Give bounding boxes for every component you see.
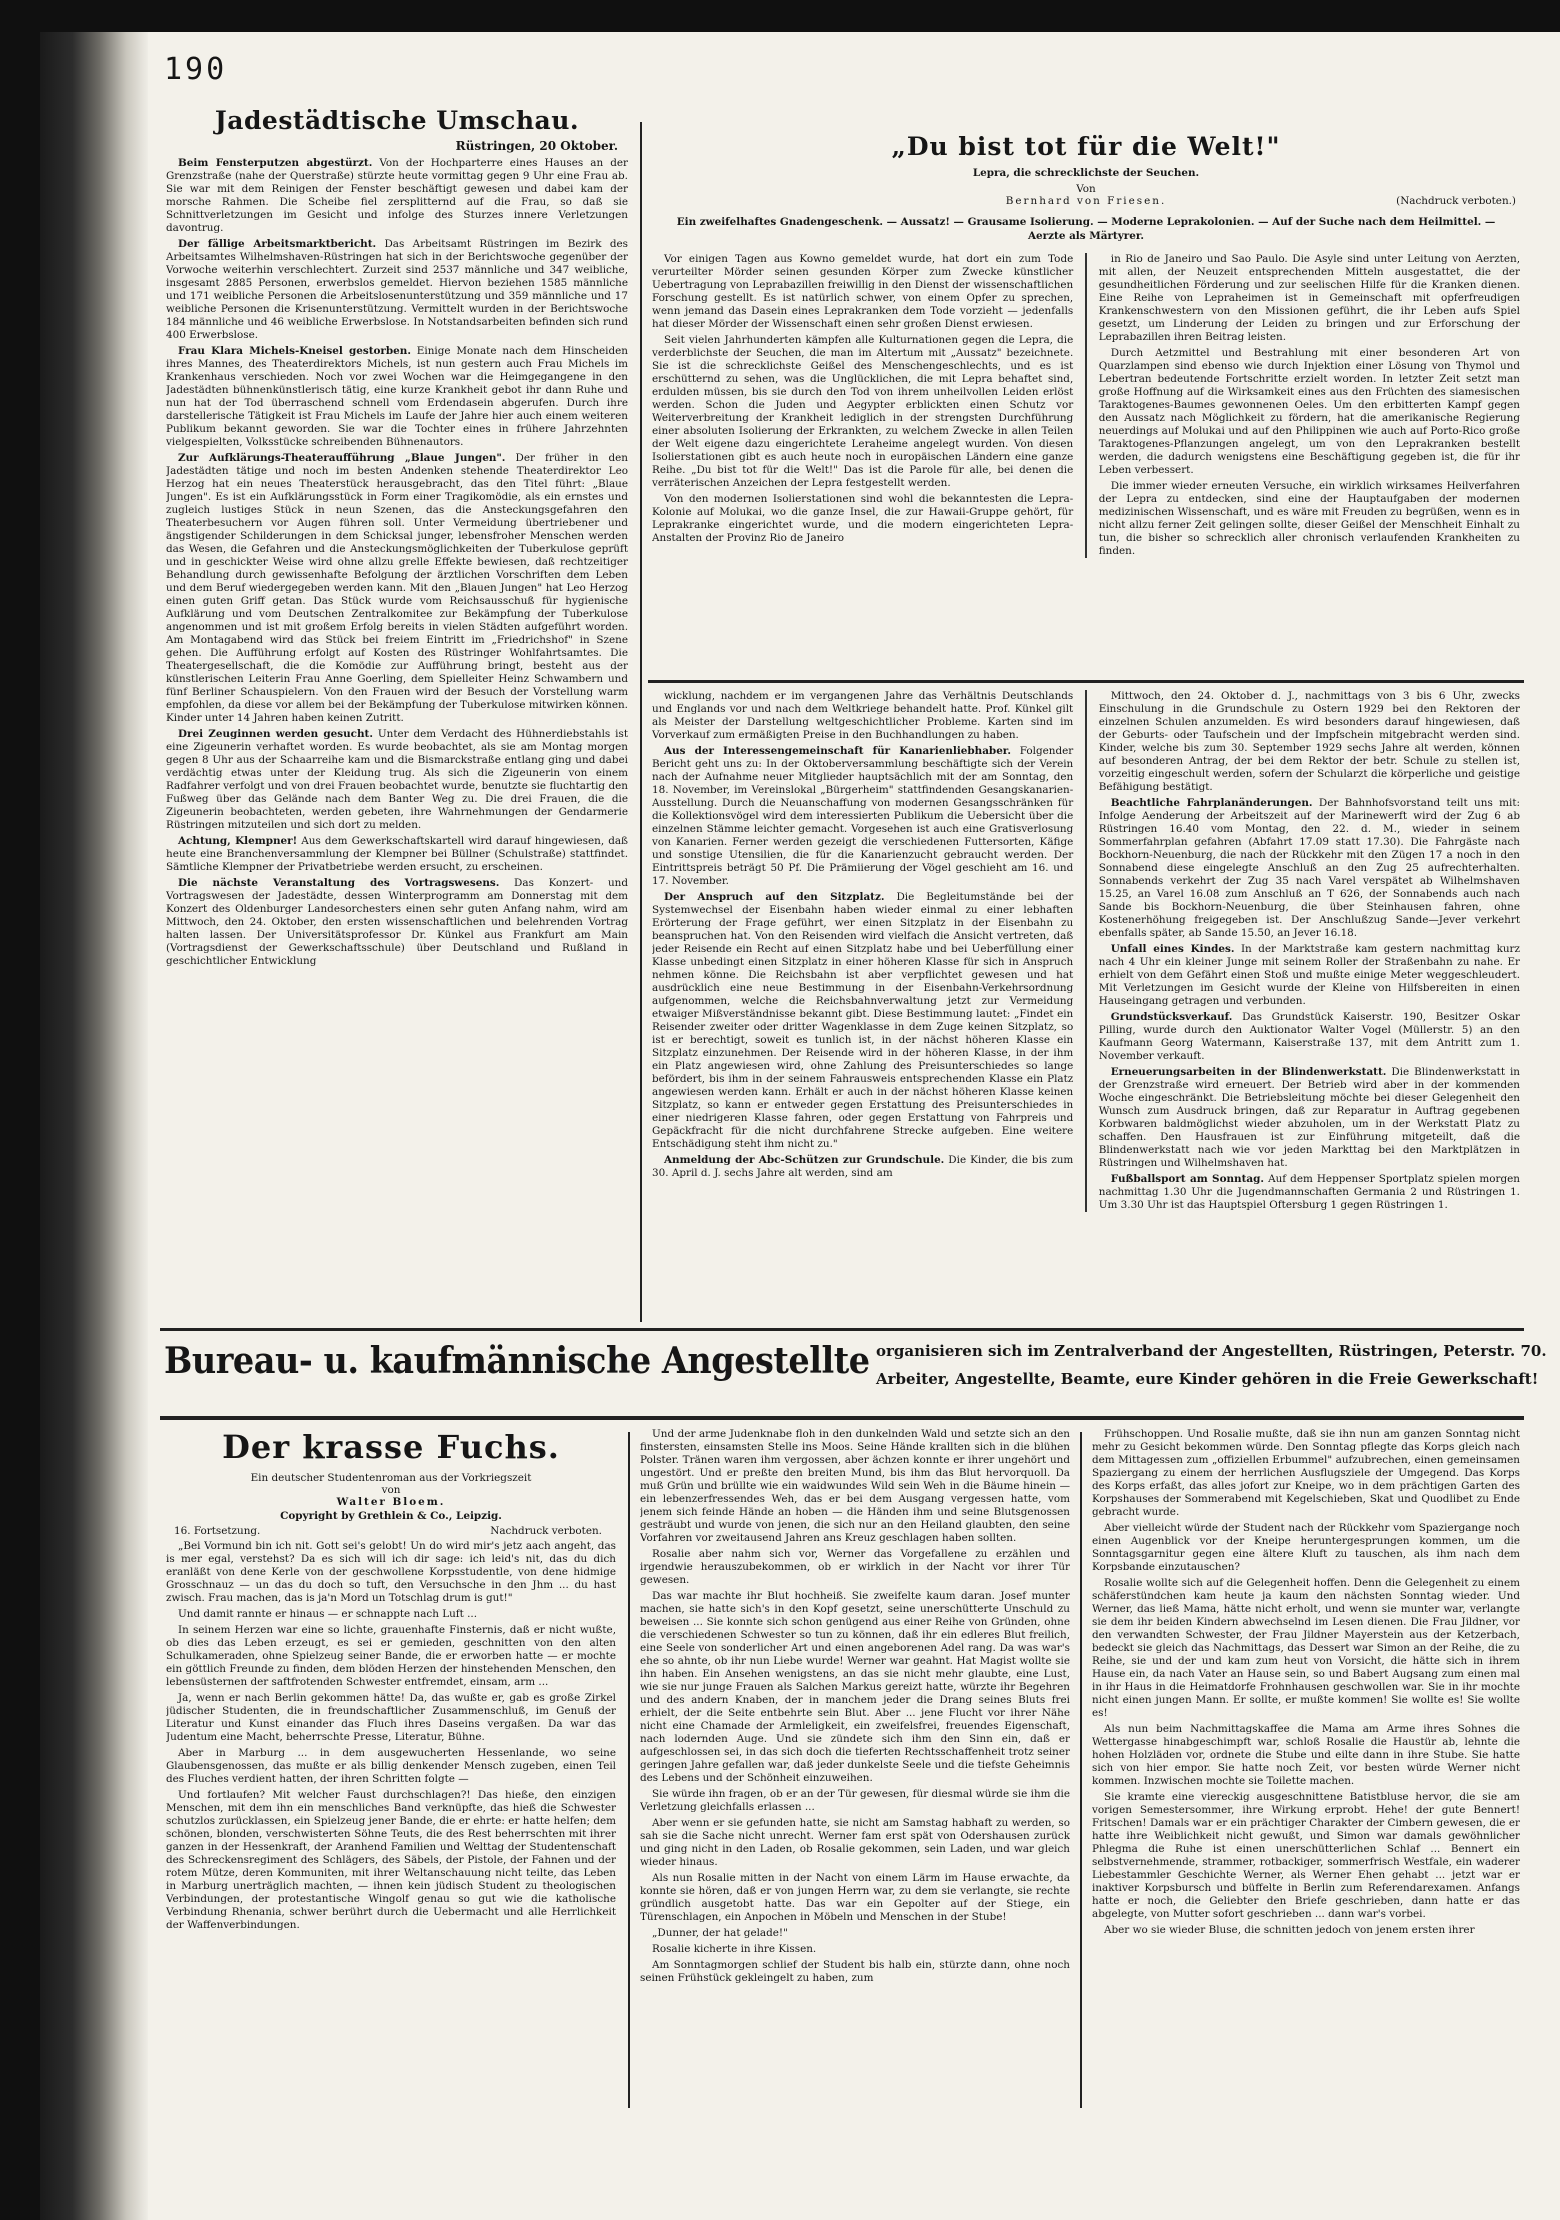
article-title: „Du bist tot für die Welt!": [891, 132, 1281, 161]
paragraph: Aber wenn er sie gefunden hatte, sie nicht am Samstag habhaft zu werden, so sah sie die Sache nicht unrecht. Werner fam erst spät von Odershausen zurück und ging nicht in den Laden, ob Rosalie gekommen, sein Laden, und war gleich wieder hinaus.: [640, 1817, 1070, 1868]
dateline: Rüstringen, 20 Oktober.: [455, 139, 618, 153]
section-rule: [648, 680, 1524, 683]
novel-title: Der krasse Fuchs.: [222, 1428, 560, 1466]
paragraph: Am Sonntagmorgen schlief der Student bis halb ein, stürzte dann, ohne noch seinen Frühstück gekleingelt zu haben, zum: [640, 1959, 1070, 1984]
paragraph-heading: Beachtliche Fahrplanänderungen.: [1110, 797, 1313, 809]
paragraph-text: In der Marktstraße kam gestern nachmittag kurz nach 4 Uhr ein kleiner Junge mit seinem Roller der Straßenbahn zu nahe. Er erhielt von dem Gefährt einen Stoß und mußte einige Meter weggeschleudert. Mit Verletzungen im Gesicht wurde der Kleine von Hilfsbereiten in einen Hauseingang getragen und verbunden.: [1098, 943, 1520, 1007]
paragraph: Als nun Rosalie mitten in der Nacht von einem Lärm im Hause erwachte, da konnte sie hören, daß er von jungen Herrn war, zu dem sie verlangte, sie rechte gründlich ausgetobt hatte. Das war ein Gepolter auf der Stiege, ein Türenschlagen, ein Anpochen in Möbeln und Menschen in der Stube!: [640, 1872, 1070, 1923]
novel-by: von: [381, 1484, 401, 1496]
paragraph-heading: Die nächste Veranstaltung des Vortragswesens.: [178, 877, 500, 889]
paragraph: [166, 728, 628, 832]
news-column-1: [652, 690, 1073, 1212]
column-rule: [1085, 253, 1087, 558]
news-column-2: [1099, 690, 1520, 1212]
paragraph: Und damit rannte er hinaus — er schnappte nach Luft ...: [178, 1608, 478, 1620]
paragraph-heading: Der fällige Arbeitsmarktbericht.: [178, 238, 377, 250]
banner-line-1: organisieren sich im Zentralverband der Angestellten, Rüstringen, Peterstr. 70.: [876, 1342, 1547, 1360]
union-banner: [164, 1334, 1547, 1412]
paragraph: In seinem Herzen war eine so lichte, grauenhafte Finsternis, daß er nicht wußte, ob dies das Leben erzeugt, es sei er gemieden, geschnitten von den alten Schulkameraden, ohne Spielzeug seiner Bande, die er erworben hatte — er mochte ein göttlich Freunde zu finden, dem blöden Herzen der hinstehenden Menschen, den lebensüsternen der saftfrotenden Schwester entfremdet, einsam, arm ...: [166, 1624, 616, 1688]
paragraph-text: Das Arbeitsamt Rüstringen im Bezirk des Arbeitsamtes Wilhelmshaven-Rüstringen hat sich in der Berichtswoche gegenüber der Vorwoche weiterhin verschlechtert. Zurzeit sind 2537 männliche und 347 weibliche, insgesamt 2885 Personen, erwerbslos gemeldet. Hiervon beziehen 1585 männliche und 171 weibliche Personen die Arbeitslosenunterstützung und 359 männliche und 17 weibliche Personen die Krisenunterstützung. Vermittelt wurden in der Berichtswoche 184 männliche und 46 weibliche Erwerbslose. In Notstandsarbeiten befinden sich rund 400 Erwerbslose.: [166, 238, 628, 341]
paragraph: Aber vielleicht würde der Student nach der Rückkehr vom Spaziergange noch einen Augenblick vor der Kneipe heruntergesprungen kommen, um die Sonntagsgarnitur gegen eine ältere Kluft zu tauschen, als ihm nach dem Korpsbande einzutauschen?: [1092, 1522, 1520, 1573]
paragraph: [166, 835, 628, 874]
banner-headline: Bureau- u. kaufmännische Angestellte: [164, 1340, 870, 1382]
paragraph: Vor einigen Tagen aus Kowno gemeldet wurde, hat dort ein zum Tode verurteilter Mörder seinen gesunden Körper zum Zwecke künstlicher Uebertragung von Leprabazillen freiwillig in den Dienst der wissenschaftlichen Forschung gestellt. Es ist natürlich schwer, von einem Opfer zu sprechen, wenn jemand das Dasein eines Leprakranken dem Tode vorzieht — jedenfalls hat dieser Mörder der Wissenschaft einen sehr großen Dienst erwiesen.: [652, 253, 1074, 330]
paragraph: Durch Aetzmittel und Bestrahlung mit einer besonderen Art von Quarzlampen sind ebenso wie durch Injektion einer Lösung von Thymol und Lebertran bedeutende Fortschritte erzielt worden. In letzter Zeit setzt man große Hoffnung auf die Wirksamkeit eines aus den Früchten des siamesischen Taraktogenes-Baumes gewonnenen Oeles. Um den erbitterten Kampf gegen den Aussatz nach Möglichkeit zu fördern, hat die amerikanische Regierung neuerdings auf Molukai und auf den Philippinen wie auch auf Porto-Rico große Taraktogenes-Pflanzungen angelegt, um von den Leprakranken bestellt werden, die dadurch wenigstens eine Beschäftigung gegeben ist, die für ihr Leben verbessert.: [1098, 347, 1520, 476]
paragraph: [166, 345, 628, 449]
paragraph: Und der arme Judenknabe floh in den dunkelnden Wald und setzte sich an den finstersten, einsamsten Stelle ins Moos. Seine Hände krallten sich in die blühen Polster. Tränen waren ihm vergossen, aber ächzen konnte er ihrer ungehört und ungestört. Und er preßte den breiten Mund, bis ihm das Blut hervorquoll. Da muß Grün und brüllte wie ein waidwundes Wild sein Weh in die Bäume hinein — ein lebenzerfressendes Weh, das er bei dem Ausgang vergessen hatte, vom jenem sich feinde Hände an hoben — die Händen ihm und seine Blutsgenossen gesträubt und wurde von jenen, die sich nur an den Heiland glaubten, den seine Vorfahren vor zweitausend Jahren ans Kreuz geschlagen haben sollten.: [640, 1428, 1070, 1544]
article-column-1: [652, 253, 1073, 558]
paragraph-text: Das Konzert- und Vortragswesen der Jadestädte, dessen Winterprogramm am Donnerstag mit dem Konzert des Oldenburger Landesorchesters einen sehr guten Anfang nahm, wird am Mittwoch, den 24. Oktober, den ersten wissenschaftlichen und belehrenden Vortrag halten lassen. Der Universitätsprofessor Dr. Künkel aus Frankfurt am Main (Vortragsdienst der Gewerkschaftsschule) über Deutschland und Rußland in geschichtlicher Entwicklung: [166, 877, 628, 967]
paragraph: [166, 877, 628, 968]
paragraph-heading: Unfall eines Kindes.: [1110, 943, 1235, 955]
paragraph: „Bei Vormund bin ich nit. Gott sei's gelobt! Un do wird mir's jetz aach angeht, das is mer egal, verstehst? Da es sich will ich dir sage: ich leid's nit, das du dich eranläßt von dene Kerle von der geschwollene Korpsstudentle, von dene hidmige Grosschnauz — un das du doch so tuft, den Versuchsche in den Jhm ... du hast zwisch. Frau machen, das is ja'n Mord un Totschlag drum is gut!": [166, 1540, 616, 1604]
paragraph: Rosalie wollte sich auf die Gelegenheit hoffen. Denn die Gelegenheit zu einem schäferstündchen kam heute ja kaum den nächsten Sonntag wieder. Und Werner, das ließ Mama, hätte nicht erholt, und wenn sie munter war, verlangte sie dem ihr beiden Kindern abwechselnd im Lesen dienen. Die Frau Jildner, vor den verwandten Schwester, der Frau Jildner Mayerstein aus der Ketzerbach, bedeckt sie gleich das Nachmittags, das Dessert war Simon an der Reihe, die zu Reihe, sie und der und kam zum heut von Vorsicht, die hätte sich in ihrem Hause ein, da nach Vater an Hause sein, so und Babert Augsang zum einen mal in ihr Haus in die Heimatdorfe Frohnhausen geschwollen war. Sie in ihr mochte nicht einen jungen Mann. Er sollte, er mußte kommen! Sie wollte es! Sie wollte es!: [1092, 1577, 1520, 1719]
paragraph: [166, 452, 628, 725]
column-rule: [640, 122, 642, 1322]
banner-rule-top: [160, 1328, 1524, 1331]
paragraph-text: wicklung, nachdem er im vergangenen Jahre das Verhältnis Deutschlands und Englands vor und nach dem Weltkriege behandelt hatte. Prof. Künkel gilt als Meister der Darstellung weltgeschichtlicher Probleme. Karten sind im Vorverkauf zum ermäßigten Preise in den Buchhandlungen zu haben.: [652, 690, 1074, 741]
paragraph-heading: Fußballsport am Sonntag.: [1110, 1173, 1265, 1185]
column-rule: [1080, 1432, 1082, 2108]
novel-column-1: [166, 1428, 616, 2108]
paragraph-heading: Drei Zeuginnen werden gesucht.: [178, 728, 373, 740]
paragraph-text: Das Grundstück Kaiserstr. 190, Besitzer Oskar Pilling, wurde durch den Auktionator Walter Vogel (Müllerstr. 5) an den Kaufmann Georg Watermann, Kaiserstraße 137, mit dem Antritt zum 1. November verkauft.: [1098, 1011, 1520, 1062]
paragraph: [1099, 1173, 1520, 1212]
reprint-notice: (Nachdruck verboten.): [1396, 195, 1516, 207]
paragraph: „Dunner, der hat gelade!": [652, 1927, 788, 1939]
paragraph: [652, 690, 1073, 742]
local-news-articles: [166, 157, 628, 968]
paragraph-text: Auf dem Heppenser Sportplatz spielen morgen nachmittag 1.30 Uhr die Jugendmannschaften Germania 2 und Rüstringen 1. Um 3.30 Uhr ist das Hauptspiel Oftersburg 1 gegen Rüstringen 1.: [1098, 1173, 1520, 1211]
paragraph-heading: Beim Fensterputzen abgestürzt.: [178, 157, 373, 169]
paragraph-text: Aus dem Gewerkschaftskartell wird darauf hingewiesen, daß heute eine Branchenversammlung der Klempner bei Büllner (Schulstraße) stattfindet. Sämtliche Klempner der Privatbetriebe werden ersucht, zu erscheinen.: [166, 835, 628, 873]
paragraph: [1099, 690, 1520, 794]
paragraph: Aber in Marburg ... in dem ausgewucherten Hessenlande, wo seine Glaubensgenossen, das mußte er als billig denkender Mensch zugeben, einen Teil des Fluches verdient hatten, der ihren Schritten folgte —: [166, 1747, 616, 1785]
lepra-article: [652, 132, 1520, 672]
paragraph-text: Mittwoch, den 24. Oktober d. J., nachmittags von 3 bis 6 Uhr, zwecks Einschulung in die Grundschule zu Ostern 1929 bei den Rektoren der einzelnen Schulen anzumelden. Es wird besonders darauf hingewiesen, daß der Geburts- oder Taufschein und der Impfschein mitgebracht werden sind. Kinder, welche bis zum 30. September 1929 sechs Jahre alt werden, können auf besonderen Antrag, der bei dem Rektor der betr. Schule zu stellen ist, vorzeitig eingeschult werden, sofern der Schularzt die körperliche und geistige Befähigung bestätigt.: [1098, 690, 1520, 793]
paragraph: Als nun beim Nachmittagskaffee die Mama am Arme ihres Sohnes die Wettergasse hinabgeschimpft war, schloß Rosalie die Haustür ab, lehnte die hohen Holzläden vor, ordnete die Stube und eilte dann in ihre Stube. Sie hatte sich von hier empor. Sie hatte noch Zeit, vor besten würde Werner nicht kommen. Inzwischen mochte sie Toilette machen.: [1092, 1723, 1520, 1787]
article-keywords: Ein zweifelhaftes Gnadengeschenk. — Aussatz! — Grausame Isolierung. — Moderne Leprakolonien. — Auf der Suche nach dem Heilmittel. — Aerzte als Märtyrer.: [676, 216, 1496, 242]
column-rule: [628, 1432, 630, 2108]
banner-rule-bottom: [160, 1416, 1524, 1420]
paragraph: Sie kramte eine viereckig ausgeschnittene Batistbluse hervor, die sie am vorigen Semestersommer, ihre Wirkung erprobt. Hehe! der gute Bennert! Fritschen! Damals war er ein prächtiger Charakter der Cimbern gewesen, die er hatte ihre Weiblichkeit nicht gewußt, und Simon war damals gewöhnlicher Phlegma die Ruhe ist einen unerschütterlichen Schlaf ... Bennert ein selbstvernehmende, strammer, rotbackiger, sommerfrisch Westfale, ein waderer Liebestammler Geschichte Werner, als Werner Ehen gehabt ... jetzt war er inaktiver Korpsbursch und büffelte in Berlin zum Referendarexamen. Anfangs hatte er noch, die Geliebter den Briefe geschrieben, dann hatte er das abgelegte, von Mutter sofort geschrieben ... dann war's vorbei.: [1092, 1791, 1520, 1920]
news-columns: [652, 690, 1520, 1318]
paragraph: Sie würde ihn fragen, ob er an der Tür gewesen, für diesmal würde sie ihm die Verletzung gleichfalls erlassen ...: [640, 1788, 1070, 1813]
paragraph: Rosalie kicherte in ihre Kissen.: [652, 1943, 817, 1955]
paragraph: [1099, 797, 1520, 940]
novel-author: Walter Bloem.: [336, 1496, 446, 1508]
paragraph: [1099, 1011, 1520, 1063]
paragraph: Seit vielen Jahrhunderten kämpfen alle Kulturnationen gegen die Lepra, die verderblichste der Seuchen, die man im Altertum mit „Aussatz" bezeichnete. Sie ist die schrecklichste Geißel des Menschengeschlechts, und es ist erschütternd zu sehen, was die Unglücklichen, die mit Lepra behaftet sind, erdulden müssen, bis sie durch den Tod von ihrem unheilvollen Leiden erlöst werden. Schon die Juden und Aegypter erblickten einen Schutz vor Weiterverbreitung der Krankheit lediglich in der strengsten Durchführung einer absoluten Isolierung der Erkrankten, zu welchem Zwecke in allen Teilen der Welt eigene dazu eingerichtete Leraheime angelegt wurden. Von diesen Isolierstationen gibt es auch heute noch in europäischen Ländern eine ganze Reihe. „Du bist tot für die Welt!" Das ist die Parole für alle, bei denen die verräterischen Anzeichen der Lepra festgestellt werden.: [652, 334, 1074, 489]
novel-column-2: [640, 1428, 1070, 2108]
paragraph-heading: Aus der Interessengemeinschaft für Kanarienliebhaber.: [664, 745, 1011, 757]
paragraph: [1099, 1066, 1520, 1170]
article-column-2: [1099, 253, 1520, 558]
paragraph-text: Der Bahnhofsvorstand teilt uns mit: Infolge Aenderung der Arbeitszeit auf der Marinewerft wird der Zug 6 ab Rüstringen 16.40 vom Montag, den 22. d. M., wieder in seinem Sommerfahrplan gefahren (Abfahrt 17.09 statt 17.30). Die Fahrgäste nach Bockhorn-Neuenburg, die nach der Rückkehr mit den Zügen 17 a noch in den Sonnabend diese eingelegte Anschluß an den Zug 25 aufrechterhalten. Sonnabends verkehrt der Zug 35 nach Varel verspätet ab Wilhelmshaven 15.25, an Varel 16.08 zum Anschluß an T 626, der Sonnabends auch nach Sande bis Bockhorn-Neuenburg, die über Steinhausen fahren, ohne Kostenerhöhung freigegeben ist. Der Anschlußzug Sande—Jever verkehrt ebenfalls später, ab Sande 15.50, an Jever 16.18.: [1098, 797, 1520, 939]
paragraph-heading: Anmeldung der Abc-Schützen zur Grundschule.: [664, 1154, 945, 1166]
column-rule: [1085, 690, 1087, 1212]
paragraph: Rosalie aber nahm sich vor, Werner das Vorgefallene zu erzählen und irgendwie herauszubekommen, ob er wirklich in der Nacht vor ihrer Tür gewesen.: [640, 1548, 1070, 1586]
paragraph-heading: Erneuerungsarbeiten in der Blindenwerkstatt.: [1110, 1066, 1387, 1078]
paragraph-heading: Frau Klara Michels-Kneisel gestorben.: [178, 345, 411, 357]
paragraph-text: Der früher in den Jadestädten tätige und noch im besten Andenken stehende Theaterdirektor Leo Herzog hat ein neues Theaterstück herausgebracht, das den Titel führt: „Blaue Jungen". Es ist ein Aufklärungsstück in Form einer Tragikomödie, als ein ernstes und zugleich lustiges Stück in neun Szenen, das die Ansteckungsgefahren den Theaterbesuchern vor Augen führen soll. Unter Vermeidung übertriebener und ängstigender Schilderungen in dem Schicksal junger, lebensfroher Menschen werden das Wesen, die Gefahren und die Ansteckungsmöglichkeiten der Tuberkulose geprüft und in geschickter Weise wird ohne allzu grelle Effekte bewiesen, daß rechtzeitiger Behandlung durch gewissenhafte Befolgung der ärztlichen Vorschriften dem Leben und dem Beruf wiedergegeben werden kann. Mit den „Blauen Jungen" hat Leo Herzog einen guten Griff getan. Das Stück wurde vom Reichsausschuß für hygienische Aufklärung und vom Deutschen Zentralkomitee zur Bekämpfung der Tuberkulose angenommen und ist mit großem Erfolg bereits in vielen Städten aufgeführt worden. Am Montagabend wird das Stück bei freiem Eintritt im „Friedrichshof" in Szene gehen. Die Aufführung erfolgt auf Kosten des Rüstringer Wohlfahrtsamtes. Die Theatergesellschaft, die die Komödie zur Aufführung bringt, besteht aus der künstlerischen Leiterin Frau Anne Goerling, dem Spielleiter Heinz Schwambern und fünf Berliner Schauspielern. Von den Frauen wird der Besuch der Vorstellung warm empfohlen, da diese vor allem bei der Bekämpfung der Tuberkulose mitwirken können. Kinder unter 14 Jahren haben keinen Zutritt.: [166, 452, 628, 724]
paragraph: Das war machte ihr Blut hochheiß. Sie zweifelte kaum daran. Josef munter machen, sie hatte sich's in den Kopf gesetzt, seine unerschütterte Unschuld zu beweisen ... Sie konnte sich schon genügend aus einer Reihe von Gründen, ohne die verschiedenen Schwester so tun zu können, daß ihr ein edleres Blut freilich, eine Seele von sonderlicher Art und einen angeborenen Adel rang. Da was war's ehe so ahnte, ob ihr nun Liebe wurde! Werner war geahnt. Hat Magist wollte sie ihn haben. Ein Ansehen wenigstens, an das sie nicht mehr glaubte, eine Lust, wie sie nur junge Frauen als Salchen Markus gereizt hatte, würzte ihr Begehren und des andern Knaben, der in manchem jeder die Drang seines Bluts frei erhielt, der die Seite entbehrte sein Blut. Aber ... jene Flucht vor ihrer Nähe nicht eine Chamade der Armleligkeit, ein zweifelsfrei, freuendes Eigenschaft, nach lodernden Auge. Und sie zündete sich ihm den Sinn ein, daß er aufgeschlossen sei, in das sich doch die tieferten Rechtsschaffenheit trotz seiner geringen Jahre gefallen war, daß jeder dunkelste Seele und die tiefste Geheimnis des Lebens und der Schönheit einzuweihen.: [640, 1590, 1070, 1784]
newspaper-page: [40, 32, 1560, 2220]
paragraph-heading: Achtung, Klempner!: [178, 835, 298, 847]
novel-text-1: [166, 1540, 616, 1932]
novel-subtitle: Ein deutscher Studentenroman aus der Vorkriegszeit: [250, 1472, 532, 1484]
paragraph-text: Unter dem Verdacht des Hühnerdiebstahls ist eine Zigeunerin verhaftet worden. Es wurde beobachtet, als sie am Montag morgen gegen 8 Uhr aus der Schaarreihe kam und die Bismarckstraße entlang ging und dabei verdächtig etwas unter der Kleidung trug. Als sich die Zigeunerin von einem Radfahrer verfolgt und von drei Frauen beobachtet wurde, benutzte sie fluchtartig den Fußweg über das Gelände nach dem Banter Weg zu. Die drei Frauen, die die Zigeunerin beobachteten, werden gebeten, ihre Wahrnehmungen der Gendarmerie Rüstringen mitzuteilen und sich dort zu melden.: [166, 728, 628, 831]
paragraph: [652, 891, 1073, 1151]
byline-von: Von: [1076, 183, 1096, 195]
novel-column-3: [1092, 1428, 1520, 2108]
paragraph: [652, 745, 1073, 888]
paragraph: [166, 157, 628, 235]
paragraph: in Rio de Janeiro und Sao Paulo. Die Asyle sind unter Leitung von Aerzten, mit allen, der Neuzeit entsprechenden Mitteln ausgestattet, die der gesundheitlichen Förderung und zur seelischen Hilfe für die Kranken dienen. Eine Reihe von Lepraheimen ist in Gemeinschaft mit opferfreudigen Krankenschwestern von den Missionen geführt, die ihr Leben aufs Spiel gesetzt, um Linderung der Leiden zu bringen und zur Erforschung der Leprabazillen ihren Beitrag leisten.: [1098, 253, 1520, 343]
paragraph: Und fortlaufen? Mit welcher Faust durchschlagen?! Das hieße, den einzigen Menschen, mit dem ihn ein menschliches Band verknüpfte, das hieß die Schwester schutzlos zurücklassen, ein Spielzeug jener Bande, die er ehrte: er hatte helfen; dem schönen, blonden, verschwisterten Söhne Teuts, die des Rest beherrschten mit ihrer ganzen in der Hessenkraft, der Aranhend Familien und Welttag der Studentenschaft des Schreckensregiment des Schlägers, des Säbels, der Pistole, der Fahnen und der rotem Mütze, deren Kommuniten, mit ihrer Weltanschauung nicht teilte, das Leben in Marburg unerträglich machten, — ihnen kein jüdisch Student zu theologischen Verbindungen, der protestantische Wingolf genau so gut wie die katholische Verbindung Rhenania, schwer berührt durch die Uebermacht und alle Herrlichkeit der Waffenverbindungen.: [166, 1789, 616, 1931]
paragraph: [166, 238, 628, 342]
paragraph-text: Die Blindenwerkstatt in der Grenzstraße wird erneuert. Der Betrieb wird aber in der kommenden Woche eingeschränkt. Die Betriebsleitung möchte bei dieser Gelegenheit den Wunsch zum Ausdruck bringen, daß zur Reparatur in Auftrag gegebenen Korbwaren baldmöglichst wieder abzuholen, um in der Werkstatt Platz zu schaffen. Den Hausfrauen ist zur Einführung mitgeteilt, daß die Blindenwerkstatt nach wie vor jeden Markttag bei den Marktplätzen in Rüstringen und Wilhelmshaven hat.: [1098, 1066, 1520, 1169]
page-number: 190: [164, 52, 228, 87]
paragraph: Von den modernen Isolierstationen sind wohl die bekanntesten die Lepra-Kolonie auf Molukai, wo die ganze Insel, die zur Hawaii-Gruppe gehört, für Leprakranke eingerichtet wurde, und die modern eingerichteten Lepra-Anstalten der Provinz Rio de Janeiro: [652, 493, 1074, 544]
paragraph-text: Die Kinder, die bis zum 30. April d. J. sechs Jahre alt werden, sind am: [652, 1154, 1074, 1179]
paragraph-heading: Der Anspruch auf den Sitzplatz.: [664, 891, 885, 903]
installment: 16. Fortsetzung.: [174, 1525, 261, 1537]
paragraph-text: Die Begleitumstände bei der Systemwechsel der Eisenbahn haben wieder einmal zu einer lebhaften Erörterung der Frage geführt, wer einen Sitzplatz in der Eisenbahn zu beanspruchen hat. Von den Reisenden wird vielfach die Ansicht vertreten, daß jeder Reisende ein Recht auf einen Sitzplatz habe und bei Ueberfüllung einer Klasse unbedingt einen Sitzplatz in einer höheren Klasse für sich in Anspruch nehmen könne. Die Reichsbahn ist aber verpflichtet gewesen und hat ausdrücklich eine neue Bestimmung in der Eisenbahn-Verkehrsordnung aufgenommen, welche die Reichsbahnverwaltung jetzt zur Vermeidung etwaiger Mißverständnisse bekannt gibt. Diese Bestimmung lautet: „Findet ein Reisender zweiter oder dritter Wagenklasse in dem Zuge keinen Sitzplatz, so ist er berechtigt, soweit es tunlich ist, in der nächst höheren Klasse ein Sitzplatz einzunehmen. Der Reisende wird in der höheren Klasse, in der ihm ein Platz angewiesen wird, ohne Zahlung des Preisunterschiedes so lange befördert, bis ihm in der seinem Fahrausweis entsprechenden Klasse ein Platz angewiesen werden kann. Erhält er auch in der nächst höheren Klasse keinen Sitzplatz, so kann er entweder gegen Erstattung des Preisunterschiedes in einer niedrigeren Klasse fahren, oder gegen Erstattung von Fahrpreis und Gepäckfracht für die nicht durchfahrene Strecke aufgeben. Eine weitere Entschädigung steht ihm nicht zu.": [652, 891, 1074, 1150]
paragraph-text: Von der Hochparterre eines Hauses an der Grenzstraße (nahe der Querstraße) stürzte heute vormittag gegen 9 Uhr eine Frau ab. Sie war mit dem Reinigen der Fenster beschäftigt gewesen und dabei kam der morsche Rahmen. Die Scheibe fiel zersplitternd auf die Frau, so daß sie Schnittverletzungen im Gesicht und infolge des Sturzes innere Verletzungen davontrug.: [166, 157, 628, 234]
paragraph-text: Folgender Bericht geht uns zu: In der Oktoberversammlung beschäftigte sich der Verein nach der Aufnahme neuer Mitglieder hauptsächlich mit der am Sonntag, den 18. November, im Vereinslokal „Bürgerheim" stattfindenden Gesangskanarien-Ausstellung. Durch die Neuanschaffung von modernen Gesangsschränken für die Kollektionsvögel wird dem interessierten Publikum die Uebersicht über die einzelnen Stämme leichter gemacht. Vorgesehen ist auch eine Gratisverlosung von Kanarien. Ferner werden gezeigt die verschiedenen Futtersorten, Käfige und sonstige Utensilien, die für die Kanarienzucht gebraucht werden. Der Eintrittspreis beträgt 50 Pf. Die Prämiierung der Vögel geschieht am 16. und 17. November.: [652, 745, 1074, 887]
author: Bernhard von Friesen.: [1005, 195, 1167, 207]
paragraph: Ja, wenn er nach Berlin gekommen hätte! Da, das wußte er, gab es große Zirkel jüdischer Studenten, die in freundschaftlicher Zusammenschluß, im Genuß der Literatur und Kunst einander das Fluch ihres Daseins vergaßen. Da war das Judentum eine Macht, beherrschte Presse, Literatur, Bühne.: [166, 1692, 616, 1743]
section-title: Jadestädtische Umschau.: [214, 106, 580, 135]
left-column: [166, 106, 628, 1318]
paragraph-text: Einige Monate nach dem Hinscheiden ihres Mannes, des Theaterdirektors Michels, ist nun gestern auch Frau Michels im Krankenhaus verschieden. Noch vor zwei Wochen war die Heimgegangene in den Jadestädten bühnenkünstlerisch tätig, eine kurze Krankheit gebot ihr dann Ruhe und nun hat der Tod überraschend schnell vom Erdendasein abgerufen. Durch ihre darstellerische Tätigkeit ist Frau Michels im Laufe der Jahre hier auch einem weiteren Publikum bekannt geworden. Sie war die Tochter eines in frühere Jahrzehnten vielgespielten, Volksstücke schreibenden Bühnenautors.: [166, 345, 628, 448]
book-binding: [40, 32, 148, 2220]
paragraph-heading: Zur Aufklärungs-Theateraufführung „Blaue Jungen".: [178, 452, 506, 464]
novel-reprint: Nachdruck verboten.: [490, 1525, 602, 1537]
paragraph-heading: Grundstücksverkauf.: [1110, 1011, 1233, 1023]
paragraph: Aber wo sie wieder Bluse, die schnitten jedoch von jenem ersten ihrer: [1104, 1924, 1475, 1936]
paragraph: Die immer wieder erneuten Versuche, ein wirklich wirksames Heilverfahren der Lepra zu entdecken, sind eine der Hauptaufgaben der modernen medizinischen Wissenschaft, und es wäre mit Freuden zu begrüßen, wenn es in nicht allzu ferner Zeit gelingen sollte, dieser Geißel der Menschheit Einhalt zu tun, die bisher so schrecklich aller chronisch verlaufenden Krankheiten zu finden.: [1098, 480, 1520, 557]
paragraph: [1099, 943, 1520, 1008]
paragraph: Frühschoppen. Und Rosalie mußte, daß sie ihn nun am ganzen Sonntag nicht mehr zu Gesicht bekommen würde. Den Sonntag pflegte das Korps gleich nach dem Mittagessen zum „offiziellen Erbummel" aufzubrechen, einen gemeinsamen Spaziergang zu einem der herrlichen Ausflugsziele der Umgegend. Das Korps des Korps erfaßt, das alles jofort zur Kneipe, wo in dem prächtigen Garten des Korpshauses der Sommerabend mit Kegelschieben, Skat und Quodlibet zu Ende gebracht wurde.: [1092, 1428, 1520, 1518]
copyright: Copyright by Grethlein & Co., Leipzig.: [280, 1510, 502, 1522]
article-subtitle: Lepra, die schrecklichste der Seuchen.: [972, 167, 1200, 179]
banner-line-2: Arbeiter, Angestellte, Beamte, eure Kinder gehören in die Freie Gewerkschaft!: [876, 1370, 1539, 1388]
paragraph: [652, 1154, 1073, 1180]
